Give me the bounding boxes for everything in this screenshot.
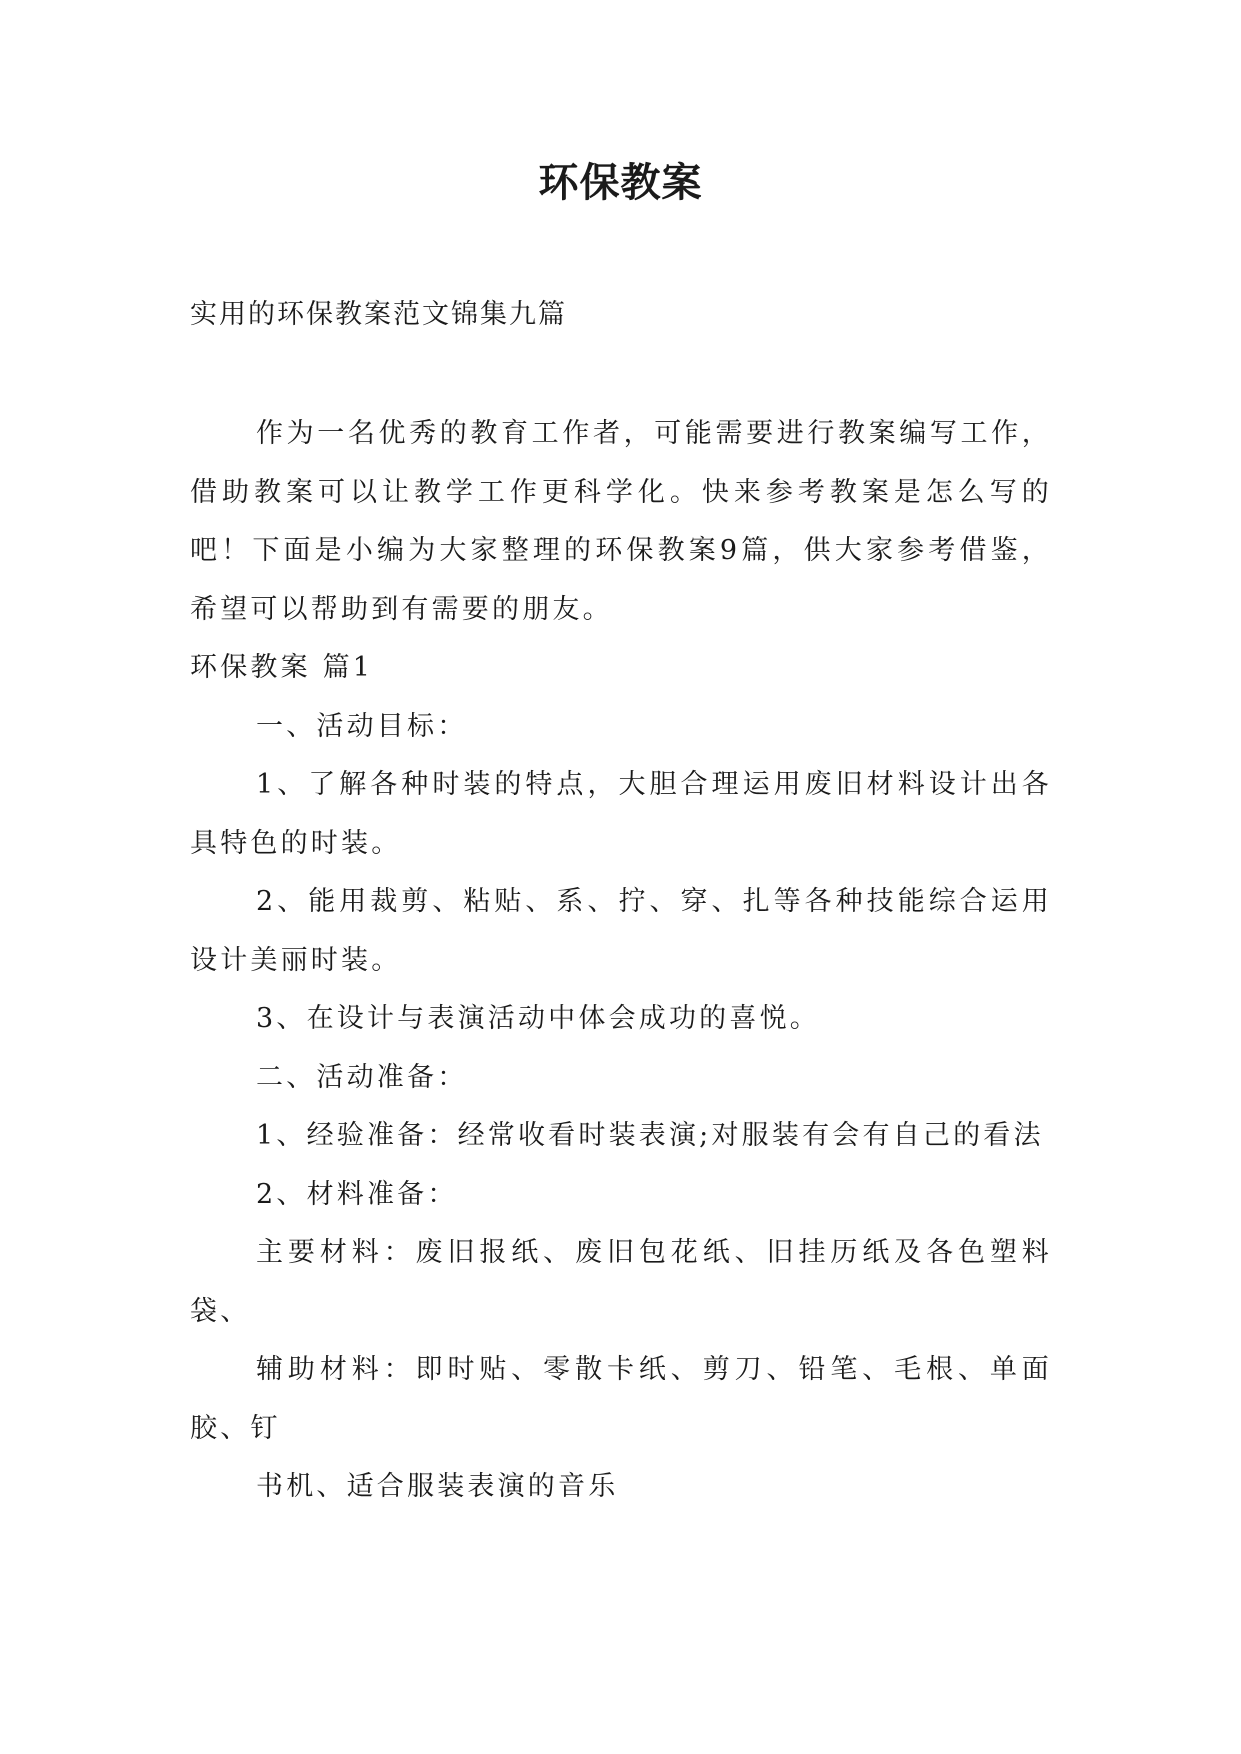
paragraph: 书机、适合服装表演的音乐: [256, 1471, 619, 1502]
paragraph: 主要材料：废旧报纸、废旧包花纸、旧挂历纸及各色塑料袋、: [190, 1237, 1052, 1327]
document-title: 环保教案: [538, 160, 703, 206]
paragraph: 一、活动目标：: [256, 710, 468, 742]
paragraph: 2、材料准备：: [256, 1178, 458, 1210]
paragraph: 1、了解各种时装的特点，大胆合理运用废旧材料设计出各具特色的时装。: [190, 769, 1052, 859]
section-heading: 环保教案 篇1: [190, 652, 374, 683]
document-body: [190, 405, 1052, 1517]
paragraph: 3、在设计与表演活动中体会成功的喜悦。: [256, 1003, 820, 1034]
paragraph: 1、经验准备：经常收看时装表演;对服装有会有自己的看法: [256, 1120, 1044, 1151]
intro-paragraph: 作为一名优秀的教育工作者，可能需要进行教案编写工作，借助教案可以让教学工作更科学化。快来参考教案是怎么写的吧！下面是小编为大家整理的环保教案9篇，供大家参考借鉴，希望可以帮助到有需要的朋友。: [190, 418, 1052, 625]
paragraph: 辅助材料：即时贴、零散卡纸、剪刀、铅笔、毛根、单面胶、钉: [190, 1354, 1052, 1444]
document-subtitle: 实用的环保教案范文锦集九篇: [190, 299, 567, 330]
paragraph: 2、能用裁剪、粘贴、系、拧、穿、扎等各种技能综合运用设计美丽时装。: [190, 886, 1052, 976]
paragraph: 二、活动准备：: [256, 1061, 468, 1093]
